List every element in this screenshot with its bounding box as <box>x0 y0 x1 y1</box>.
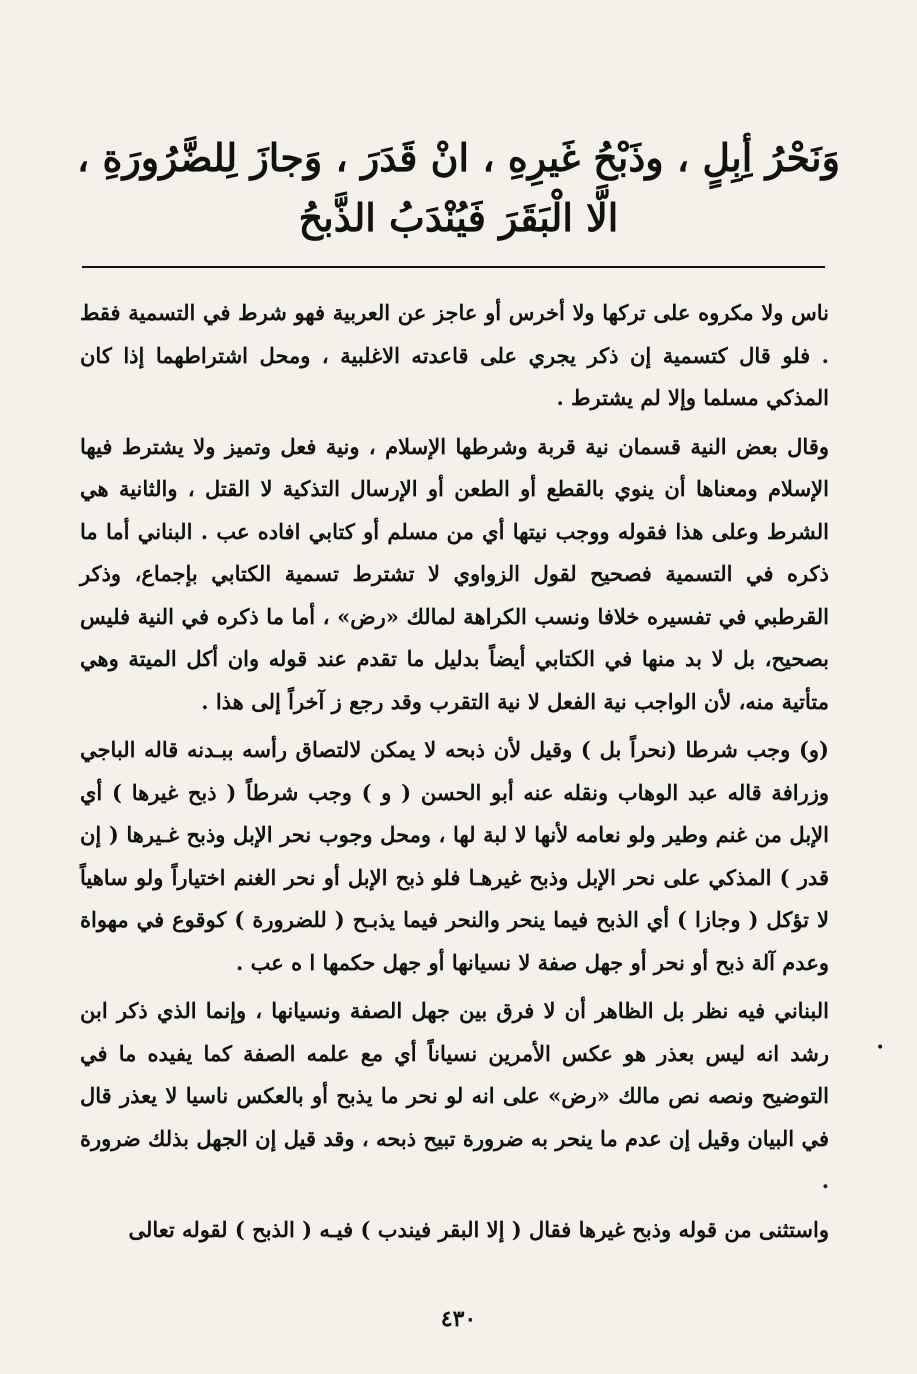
paragraph: ناس ولا مكروه على تركها ولا أخرس أو عاجز عن العربية فهو شرط في التسمية فقط . فلو قال كتسمية إن ذكر يجري على قاعدته الاغلبية ، ومحل اشتراطهما إذا كان المذكي مسلما وإلا لم يشترط . <box>80 300 829 410</box>
matn-line-1: وَنَحْرُ أِبِلٍ ، وذَبْحُ غَيرِهِ ، انْ قَدَرَ ، وَجازَ لِلضَّرُورَةِ ، <box>77 135 840 180</box>
matn-header <box>60 128 857 248</box>
paragraph: واستثنى من قوله وذبح غيرها فقال ( إلا البقر فيندب ) فيـه ( الذبح ) لقوله تعالى <box>128 1216 829 1242</box>
paragraph: (و) وجب شرطا (نحراً بل ) وقيل لأن ذبحه لا يمكن لالتصاق رأسه ببـدنه قاله الباجي وزرافة قاله عبد الوهاب ونقله عنه أبو الحسن ( و ) وجب شرطاً ( ذبح غيرها ) أي الإبل من غنم وطير ولو نعامه لأنها لا لبة لها ، ومحل وجوب نحر الإبل وذبح غـيرها ( إن قدر ) المذكي على نحر الإبل وذبح غيرهـا فلو ذبح الإبل أو نحر الغنم اختياراً ولو ساهياً لا تؤكل ( وجازا ) أي الذبح فيما ينحر والنحر فيما يذبـح ( للضرورة ) كوقوع في مهواة وعدم آلة ذبح أو نحر أو جهل صفة لا نسيانها أو جهل حكمها ا ه عب . <box>80 737 829 975</box>
page-number: ٤٣٠ <box>440 1306 477 1332</box>
paragraph: وقال بعض النية قسمان نية قربة وشرطها الإسلام ، ونية فعل وتميز ولا يشترط فيها الإسلام ومعناها أن ينوي بالقطع أو الطعن أو الإرسال التذكية لا القتل ، والثانية هي الشرط وعلى هذا فقوله ووجب نيتها أي من مسلم أو كتابي افاده عب . البناني أما ما ذكره في التسمية فصحيح لقول الزواوي لا تشترط تسمية الكتابي بإجماع، وذكر القرطبي في تفسيره خلافا ونسب الكراهة لمالك «رض» ، أما ما ذكره في النية فليس بصحيح، بل لا بد منها في الكتابي أيضاً بدليل ما تقدم عند قوله وان أكل الميتة وهي متأتية منه، لأن الواجب نية الفعل لا نية التقرب وقد رجع ز آخراً إلى هذا . <box>80 433 829 714</box>
margin-mark: • <box>876 1040 885 1056</box>
header-divider <box>82 266 825 268</box>
commentary-body <box>80 292 829 1257</box>
paragraph: البناني فيه نظر بل الظاهر أن لا فرق بين جهل الصفة ونسيانها ، وإنما الذي ذكر ابن رشد انه ليس بعذر هو عكس الأمرين نسياناً أي مع علمه الصفة كما يفيده ما في التوضيح ونصه نص مالك «رض» على انه لو نحر ما يذبح أو بالعكس ناسيا لا يعذر قال في البيان وقيل إن عدم ما ينحر به ضرورة تبيح ذبحه ، وقد قيل إن الجهل بذلك ضرورة . <box>80 998 829 1193</box>
matn-line-2: الَّا الْبَقَرَ فَيُنْدَبُ الذَّبحُ <box>298 195 619 240</box>
